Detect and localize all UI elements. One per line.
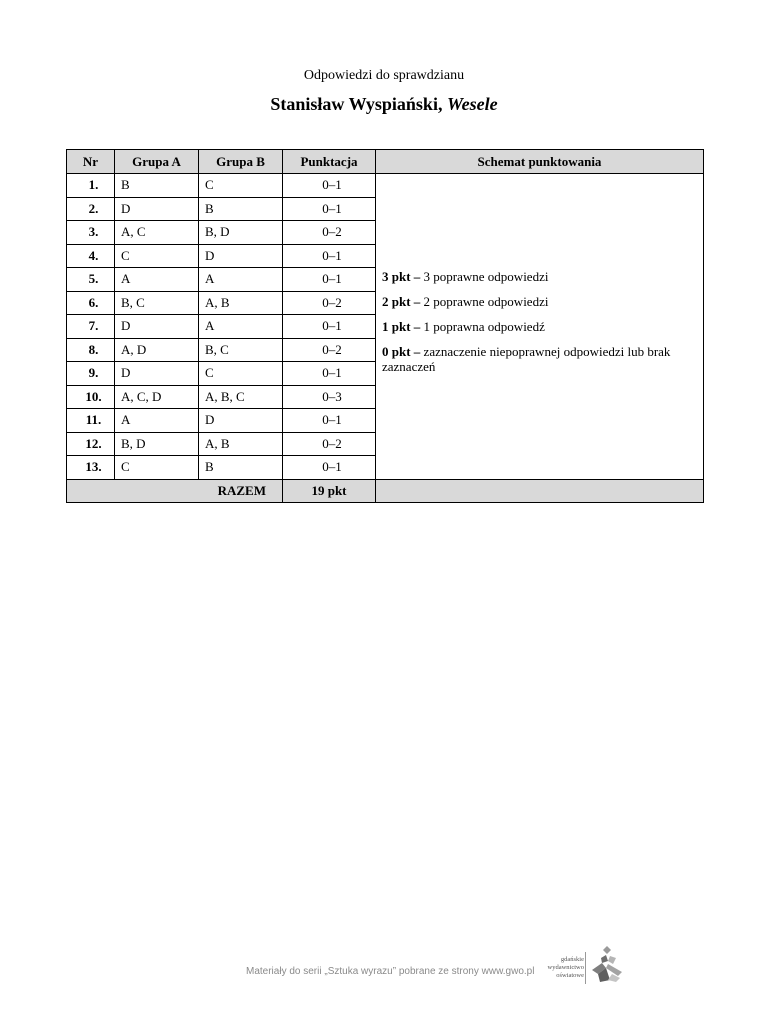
points-range: 0–1 [283,362,376,386]
scheme-line [382,294,703,309]
group-a-answer: D [115,315,199,339]
group-b-answer: A, B [199,432,283,456]
points-range: 0–1 [283,315,376,339]
group-b-answer: B, C [199,338,283,362]
column-header-nr: Nr [67,150,115,174]
group-b-answer: D [199,409,283,433]
row-number: 12. [67,432,115,456]
points-range: 0–2 [283,221,376,245]
scheme-points: 2 pkt – [382,293,421,309]
group-b-answer: D [199,244,283,268]
group-a-answer: D [115,362,199,386]
row-number: 3. [67,221,115,245]
scheme-points: 0 pkt – [382,343,421,359]
total-value: 19 pkt [283,479,376,502]
points-range: 0–2 [283,432,376,456]
scheme-points: 3 pkt – [382,268,421,284]
row-number: 5. [67,268,115,292]
points-range: 0–1 [283,244,376,268]
points-range: 0–2 [283,338,376,362]
points-range: 0–3 [283,385,376,409]
row-number: 4. [67,244,115,268]
group-a-answer: A [115,268,199,292]
group-a-answer: A, D [115,338,199,362]
column-header-group-b: Grupa B [199,150,283,174]
row-number: 11. [67,409,115,433]
group-b-answer: C [199,362,283,386]
scheme-line [382,269,703,284]
points-range: 0–1 [283,197,376,221]
scheme-description: 3 poprawne odpowiedzi [420,268,549,284]
logo-line: oświatowe [556,972,584,979]
group-a-answer: B, D [115,432,199,456]
total-label: RAZEM [67,479,283,502]
points-range: 0–1 [283,268,376,292]
row-number: 10. [67,385,115,409]
document-subtitle: Odpowiedzi do sprawdzianu [303,68,465,83]
table-header-row [67,150,704,174]
scheme-description: 1 poprawna odpowiedź [420,318,545,334]
footer-source-text: Materiały do serii „Sztuka wyrazu” pobrane ze strony www.gwo.pl [246,966,535,977]
row-number: 1. [67,174,115,198]
column-header-scheme: Schemat punktowania [376,150,704,174]
table-row [67,174,704,198]
group-b-answer: B [199,197,283,221]
publisher-logo [532,944,632,988]
group-a-answer: A, C, D [115,385,199,409]
points-range: 0–2 [283,291,376,315]
total-empty-cell [376,479,704,502]
group-b-answer: C [199,174,283,198]
logo-line: gdańskie [560,956,584,963]
group-a-answer: D [115,197,199,221]
gwo-logo-icon [588,944,630,984]
group-a-answer: B, C [115,291,199,315]
group-a-answer: A [115,409,199,433]
document-title [0,94,768,115]
points-range: 0–1 [283,174,376,198]
group-a-answer: C [115,456,199,480]
total-row [67,479,704,502]
group-a-answer: A, C [115,221,199,245]
points-range: 0–1 [283,409,376,433]
row-number: 7. [67,315,115,339]
group-b-answer: B, D [199,221,283,245]
answers-table [66,149,704,503]
group-b-answer: A, B [199,291,283,315]
column-header-group-a: Grupa A [115,150,199,174]
title-work: Wesele [446,94,498,114]
scheme-description: 2 poprawne odpowiedzi [420,293,549,309]
scheme-points: 1 pkt – [382,318,421,334]
scoring-scheme [376,174,704,480]
logo-divider [585,952,586,984]
scheme-description: zaznaczenie niepoprawnej odpowiedzi lub brak zaznaczeń [382,343,671,374]
scheme-line [382,344,703,374]
row-number: 13. [67,456,115,480]
group-b-answer: A [199,315,283,339]
row-number: 2. [67,197,115,221]
group-b-answer: A, B, C [199,385,283,409]
row-number: 9. [67,362,115,386]
column-header-points: Punktacja [283,150,376,174]
points-range: 0–1 [283,456,376,480]
title-author: Stanisław Wyspiański, [270,94,443,114]
group-a-answer: B [115,174,199,198]
group-b-answer: B [199,456,283,480]
row-number: 6. [67,291,115,315]
scheme-line [382,319,703,334]
row-number: 8. [67,338,115,362]
group-b-answer: A [199,268,283,292]
logo-line: wydawnictwo [547,964,584,971]
publisher-logo-text [524,956,584,980]
group-a-answer: C [115,244,199,268]
